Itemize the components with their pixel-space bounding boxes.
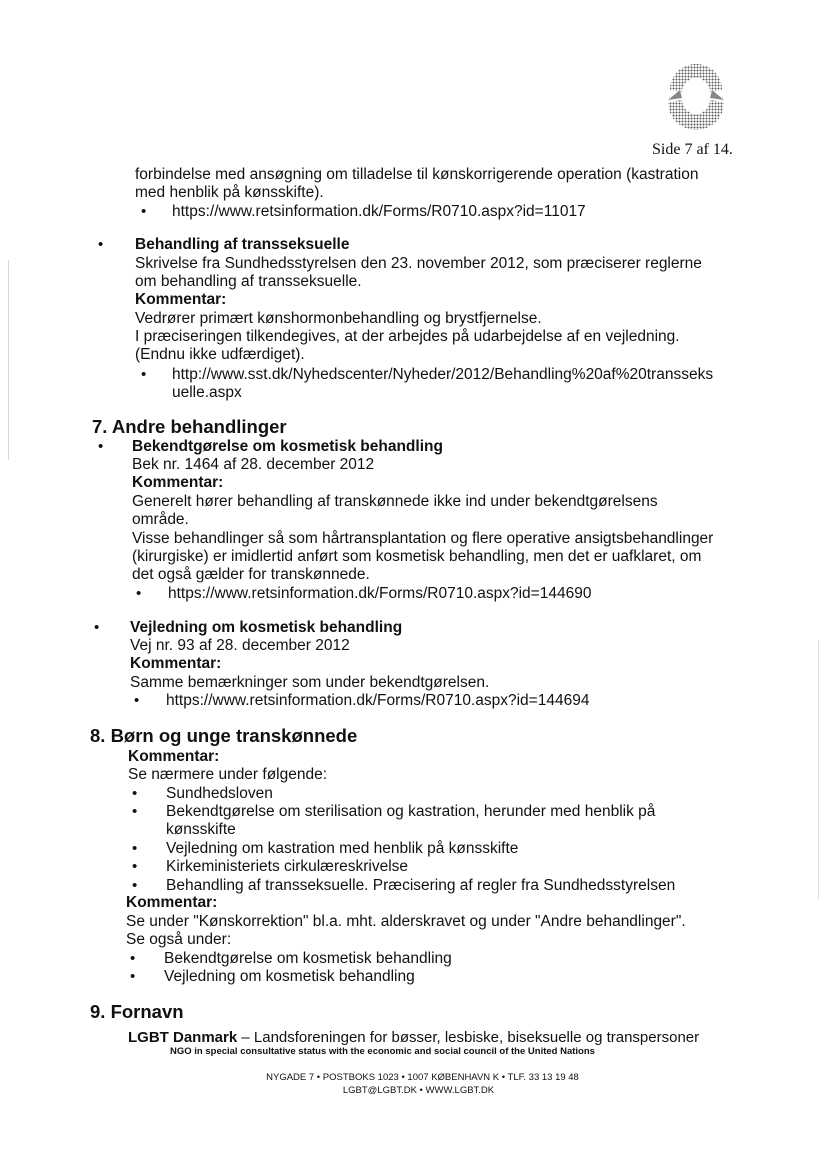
list-item: Bekendtgørelse om kosmetisk behandling — [164, 950, 452, 967]
list-item: Vejledning om kosmetisk behandling — [164, 968, 415, 985]
item-title: Vejledning om kosmetisk behandling — [130, 619, 403, 636]
footer-address: NYGADE 7 • POSTBOKS 1023 • 1007 KØBENHAVN K • TLF. 33 13 19 48 — [266, 1072, 579, 1083]
comment-label: Kommentar: — [130, 655, 222, 672]
item-line: Generelt hører behandling af transkønnede ikke ind under bekendtgørelsens — [132, 493, 658, 510]
lgbt-logo-icon — [660, 60, 732, 132]
bullet-icon: • — [132, 858, 138, 875]
intro-line: forbindelse med ansøgning om tilladelse til kønskorrigerende operation (kastration — [135, 166, 699, 183]
bullet-icon: • — [130, 968, 136, 985]
item-line: Vej nr. 93 af 28. december 2012 — [130, 637, 350, 654]
footer-ngo: NGO in special consultative status with the economic and social council of the United Nations — [170, 1046, 595, 1057]
list-item: Bekendtgørelse om sterilisation og kastration, herunder med henblik på — [166, 803, 656, 820]
comment-label: Kommentar: — [126, 894, 218, 911]
comment-label: Kommentar: — [128, 748, 220, 765]
item-line: Visse behandlinger så som hårtransplantation og flere operative ansigtsbehandlinger — [132, 530, 714, 547]
item-link[interactable]: https://www.retsinformation.dk/Forms/R0710.aspx?id=144690 — [168, 585, 592, 602]
item-line: Se under "Kønskorrektion" bl.a. mht. alderskravet og under "Andre behandlinger". — [126, 913, 686, 930]
footer-org-name: LGBT Danmark — [128, 1029, 238, 1046]
bullet-icon: • — [132, 877, 138, 894]
item-title: Bekendtgørelse om kosmetisk behandling — [132, 438, 443, 455]
scan-artifact-left — [8, 260, 9, 460]
item-line: om behandling af transseksuelle. — [135, 273, 362, 290]
bullet-icon: • — [98, 438, 104, 455]
item-line: det også gælder for transkønnede. — [132, 566, 370, 583]
section-intro: Se nærmere under følgende: — [128, 766, 328, 783]
intro-link[interactable]: https://www.retsinformation.dk/Forms/R0710.aspx?id=11017 — [172, 203, 586, 220]
bullet-icon: • — [132, 840, 138, 857]
footer-org-desc: – Landsforeningen for bøsser, lesbiske, biseksuelle og transpersoner — [237, 1029, 700, 1046]
item-link[interactable]: http://www.sst.dk/Nyhedscenter/Nyheder/2012/Behandling%20af%20transseks — [172, 366, 714, 383]
footer-org — [128, 1029, 699, 1047]
item-line: Samme bemærkninger som under bekendtgørelsen. — [130, 674, 490, 691]
list-item: Kirkeministeriets cirkulæreskrivelse — [166, 858, 409, 875]
bullet-icon: • — [94, 619, 100, 636]
bullet-icon: • — [141, 203, 147, 220]
bullet-icon: • — [141, 366, 147, 383]
item-line: Se også under: — [126, 931, 232, 948]
list-item: kønsskifte — [166, 821, 236, 838]
comment-label: Kommentar: — [135, 291, 227, 308]
item-line: område. — [132, 511, 189, 528]
item-line: Skrivelse fra Sundhedsstyrelsen den 23. november 2012, som præciserer reglerne — [135, 255, 702, 272]
section-heading: 9. Fornavn — [90, 1001, 184, 1022]
item-title: Behandling af transseksuelle — [135, 236, 350, 253]
bullet-icon: • — [130, 950, 136, 967]
comment-label: Kommentar: — [132, 474, 224, 491]
section-heading: 7. Andre behandlinger — [92, 416, 287, 437]
list-item: Sundhedsloven — [166, 785, 273, 802]
section-heading: 8. Børn og unge transkønnede — [90, 725, 358, 746]
bullet-icon: • — [98, 236, 104, 253]
footer-contact: LGBT@LGBT.DK • WWW.LGBT.DK — [342, 1085, 495, 1096]
page-number: Side 7 af 14. — [652, 141, 733, 158]
bullet-icon: • — [134, 692, 140, 709]
intro-line: med henblik på kønsskifte). — [135, 184, 324, 201]
list-item: Vejledning om kastration med henblik på kønsskifte — [166, 840, 519, 857]
list-item: Behandling af transseksuelle. Præcisering af regler fra Sundhedsstyrelsen — [166, 877, 676, 894]
bullet-icon: • — [132, 785, 138, 802]
bullet-icon: • — [132, 803, 138, 820]
item-line: I præciseringen tilkendegives, at der arbejdes på udarbejdelse af en vejledning. — [135, 328, 680, 345]
bullet-icon: • — [136, 585, 142, 602]
item-line: Bek nr. 1464 af 28. december 2012 — [132, 456, 375, 473]
item-line: Vedrører primært kønshormonbehandling og brystfjernelse. — [135, 310, 542, 327]
scan-artifact-right — [818, 640, 819, 900]
item-line: (Endnu ikke udfærdiget). — [135, 346, 305, 363]
item-link[interactable]: uelle.aspx — [172, 384, 242, 401]
item-line: (kirurgiske) er imidlertid anført som kosmetisk behandling, men det er uafklaret, om — [132, 548, 702, 565]
item-link[interactable]: https://www.retsinformation.dk/Forms/R0710.aspx?id=144694 — [166, 692, 590, 709]
